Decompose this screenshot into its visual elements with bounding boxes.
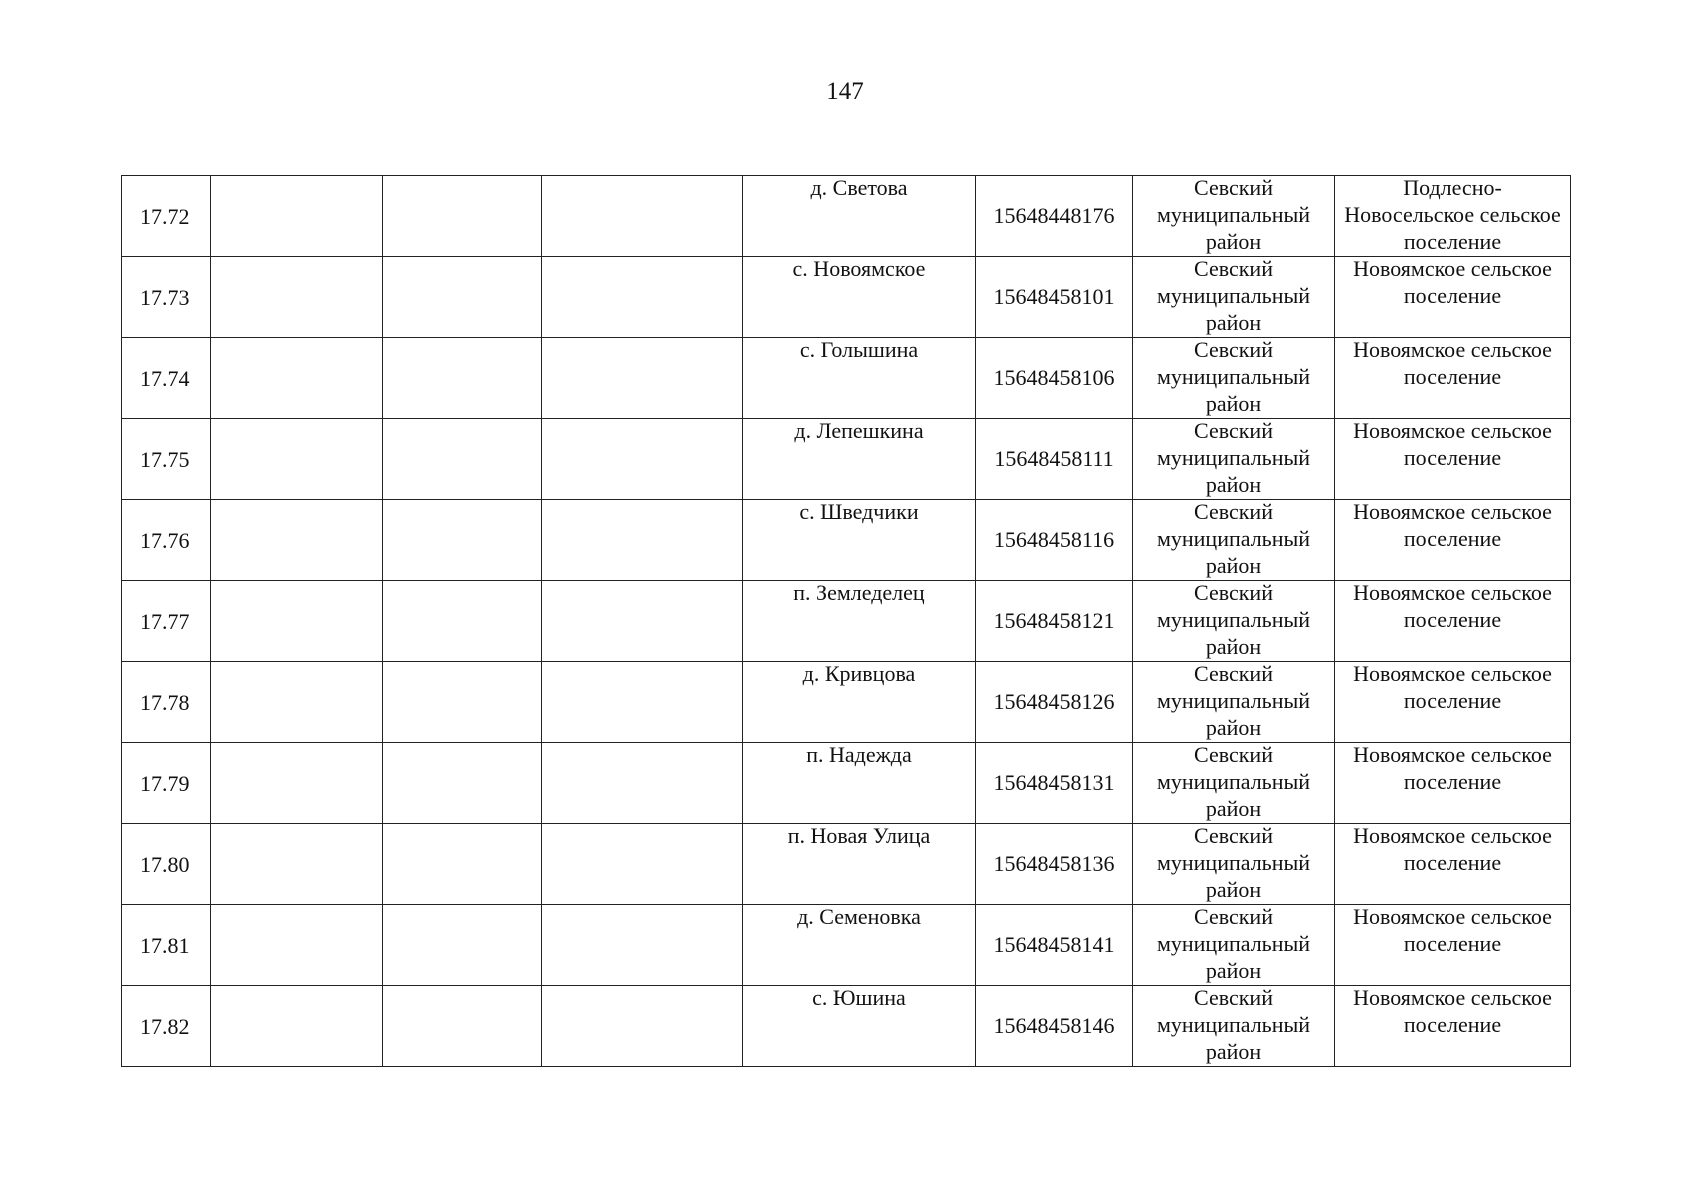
district-cell-text: Севский муниципальный район [1156, 661, 1311, 740]
oktmo-code-cell [976, 581, 1133, 662]
table-row [122, 905, 1571, 986]
settlement-cell [1335, 257, 1571, 338]
settlement-cell [1335, 824, 1571, 905]
row-number-cell: 17.76 [122, 500, 211, 581]
settlement-cell-text: Новоямское сельское поселение [1353, 985, 1552, 1037]
table-row [122, 581, 1571, 662]
table-body [122, 176, 1571, 1067]
settlement-cell [1335, 986, 1571, 1067]
district-cell-text: Севский муниципальный район [1156, 985, 1311, 1064]
empty-cell [211, 176, 383, 257]
empty-cell [383, 257, 542, 338]
row-number-cell: 17.72 [122, 176, 211, 257]
settlement-cell [1335, 905, 1571, 986]
district-cell-text: Севский муниципальный район [1156, 499, 1311, 578]
oktmo-code-cell-text: 15648448176 [993, 202, 1115, 228]
place-name-cell [743, 500, 976, 581]
empty-cell [211, 257, 383, 338]
oktmo-code-cell [976, 824, 1133, 905]
empty-cell [383, 824, 542, 905]
empty-cell [383, 662, 542, 743]
table-row [122, 419, 1571, 500]
oktmo-code-cell-text: 15648458146 [993, 1012, 1115, 1038]
empty-cell [542, 743, 743, 824]
settlement-cell [1335, 419, 1571, 500]
empty-cell [542, 986, 743, 1067]
place-name-cell-text: д. Семеновка [797, 904, 921, 929]
oktmo-code-cell-text: 15648458106 [993, 364, 1115, 390]
oktmo-code-cell [976, 419, 1133, 500]
place-name-cell-text: п. Земледелец [793, 580, 925, 605]
settlement-cell [1335, 581, 1571, 662]
district-cell [1133, 500, 1335, 581]
place-name-cell-text: д. Кривцова [802, 661, 916, 686]
empty-cell [542, 824, 743, 905]
oktmo-code-cell-text: 15648458131 [993, 769, 1115, 795]
empty-cell [383, 581, 542, 662]
place-name-cell [743, 986, 976, 1067]
empty-cell [211, 986, 383, 1067]
table-row [122, 338, 1571, 419]
oktmo-code-cell [976, 338, 1133, 419]
empty-cell [542, 419, 743, 500]
settlements-table [121, 175, 1571, 1067]
district-cell [1133, 338, 1335, 419]
district-cell-text: Севский муниципальный район [1156, 256, 1311, 335]
empty-cell [542, 662, 743, 743]
place-name-cell-text: д. Светова [810, 175, 908, 200]
row-number-cell: 17.77 [122, 581, 211, 662]
place-name-cell [743, 581, 976, 662]
district-cell-text: Севский муниципальный район [1156, 175, 1311, 254]
row-number-cell: 17.74 [122, 338, 211, 419]
district-cell [1133, 824, 1335, 905]
empty-cell [211, 500, 383, 581]
oktmo-code-cell [976, 905, 1133, 986]
district-cell [1133, 905, 1335, 986]
district-cell-text: Севский муниципальный район [1156, 823, 1311, 902]
row-number-cell: 17.78 [122, 662, 211, 743]
district-cell-text: Севский муниципальный район [1156, 580, 1311, 659]
settlement-cell-text: Новоямское сельское поселение [1353, 661, 1552, 713]
table-row [122, 176, 1571, 257]
oktmo-code-cell [976, 500, 1133, 581]
row-number-cell: 17.73 [122, 257, 211, 338]
settlement-cell-text: Новоямское сельское поселение [1353, 823, 1552, 875]
row-number-cell: 17.81 [122, 905, 211, 986]
place-name-cell-text: д. Лепешкина [794, 418, 924, 443]
empty-cell [542, 581, 743, 662]
oktmo-code-cell-text: 15648458141 [993, 931, 1115, 957]
empty-cell [383, 338, 542, 419]
empty-cell [542, 905, 743, 986]
district-cell-text: Севский муниципальный район [1156, 337, 1311, 416]
empty-cell [211, 905, 383, 986]
oktmo-code-cell-text: 15648458126 [993, 688, 1115, 714]
district-cell [1133, 176, 1335, 257]
oktmo-code-cell [976, 176, 1133, 257]
place-name-cell [743, 338, 976, 419]
empty-cell [383, 176, 542, 257]
empty-cell [211, 419, 383, 500]
empty-cell [211, 662, 383, 743]
district-cell [1133, 581, 1335, 662]
place-name-cell [743, 743, 976, 824]
oktmo-code-cell [976, 743, 1133, 824]
oktmo-code-cell-text: 15648458111 [994, 445, 1114, 471]
place-name-cell [743, 419, 976, 500]
settlement-cell [1335, 338, 1571, 419]
settlement-cell-text: Новоямское сельское поселение [1353, 580, 1552, 632]
place-name-cell-text: с. Новоямское [792, 256, 926, 281]
oktmo-code-cell [976, 257, 1133, 338]
place-name-cell [743, 176, 976, 257]
empty-cell [383, 500, 542, 581]
settlement-cell-text: Подлесно-Новосельское сельское поселение [1344, 175, 1561, 254]
empty-cell [383, 986, 542, 1067]
row-number-cell: 17.79 [122, 743, 211, 824]
settlement-cell [1335, 176, 1571, 257]
oktmo-code-cell-text: 15648458136 [993, 850, 1115, 876]
settlement-cell [1335, 743, 1571, 824]
oktmo-code-cell-text: 15648458116 [993, 526, 1115, 552]
district-cell [1133, 743, 1335, 824]
oktmo-code-cell-text: 15648458101 [993, 283, 1115, 309]
empty-cell [211, 338, 383, 419]
empty-cell [542, 176, 743, 257]
place-name-cell-text: с. Юшина [812, 985, 906, 1010]
settlement-cell-text: Новоямское сельское поселение [1353, 337, 1552, 389]
empty-cell [542, 257, 743, 338]
district-cell-text: Севский муниципальный район [1156, 742, 1311, 821]
row-number-cell: 17.75 [122, 419, 211, 500]
settlement-cell [1335, 662, 1571, 743]
settlement-cell-text: Новоямское сельское поселение [1353, 418, 1552, 470]
place-name-cell [743, 905, 976, 986]
district-cell-text: Севский муниципальный район [1156, 418, 1311, 497]
oktmo-code-cell [976, 662, 1133, 743]
place-name-cell-text: с. Голышина [799, 337, 919, 362]
empty-cell [542, 500, 743, 581]
district-cell [1133, 257, 1335, 338]
page-number: 147 [826, 78, 864, 105]
empty-cell [542, 338, 743, 419]
settlement-cell-text: Новоямское сельское поселение [1353, 742, 1552, 794]
empty-cell [383, 419, 542, 500]
empty-cell [211, 824, 383, 905]
table-row [122, 662, 1571, 743]
empty-cell [211, 581, 383, 662]
settlement-cell-text: Новоямское сельское поселение [1353, 904, 1552, 956]
district-cell [1133, 419, 1335, 500]
table-row [122, 743, 1571, 824]
row-number-cell: 17.82 [122, 986, 211, 1067]
table-row [122, 500, 1571, 581]
district-cell-text: Севский муниципальный район [1156, 904, 1311, 983]
place-name-cell-text: п. Надежда [806, 742, 912, 767]
empty-cell [383, 743, 542, 824]
oktmo-code-cell-text: 15648458121 [993, 607, 1115, 633]
place-name-cell [743, 662, 976, 743]
row-number-cell: 17.80 [122, 824, 211, 905]
table-row [122, 257, 1571, 338]
table-row [122, 824, 1571, 905]
settlement-cell-text: Новоямское сельское поселение [1353, 499, 1552, 551]
district-cell [1133, 986, 1335, 1067]
settlement-cell-text: Новоямское сельское поселение [1353, 256, 1552, 308]
empty-cell [383, 905, 542, 986]
place-name-cell [743, 824, 976, 905]
settlement-cell [1335, 500, 1571, 581]
place-name-cell [743, 257, 976, 338]
district-cell [1133, 662, 1335, 743]
empty-cell [211, 743, 383, 824]
place-name-cell-text: п. Новая Улица [787, 823, 931, 848]
place-name-cell-text: с. Шведчики [799, 499, 919, 524]
oktmo-code-cell [976, 986, 1133, 1067]
table-row [122, 986, 1571, 1067]
